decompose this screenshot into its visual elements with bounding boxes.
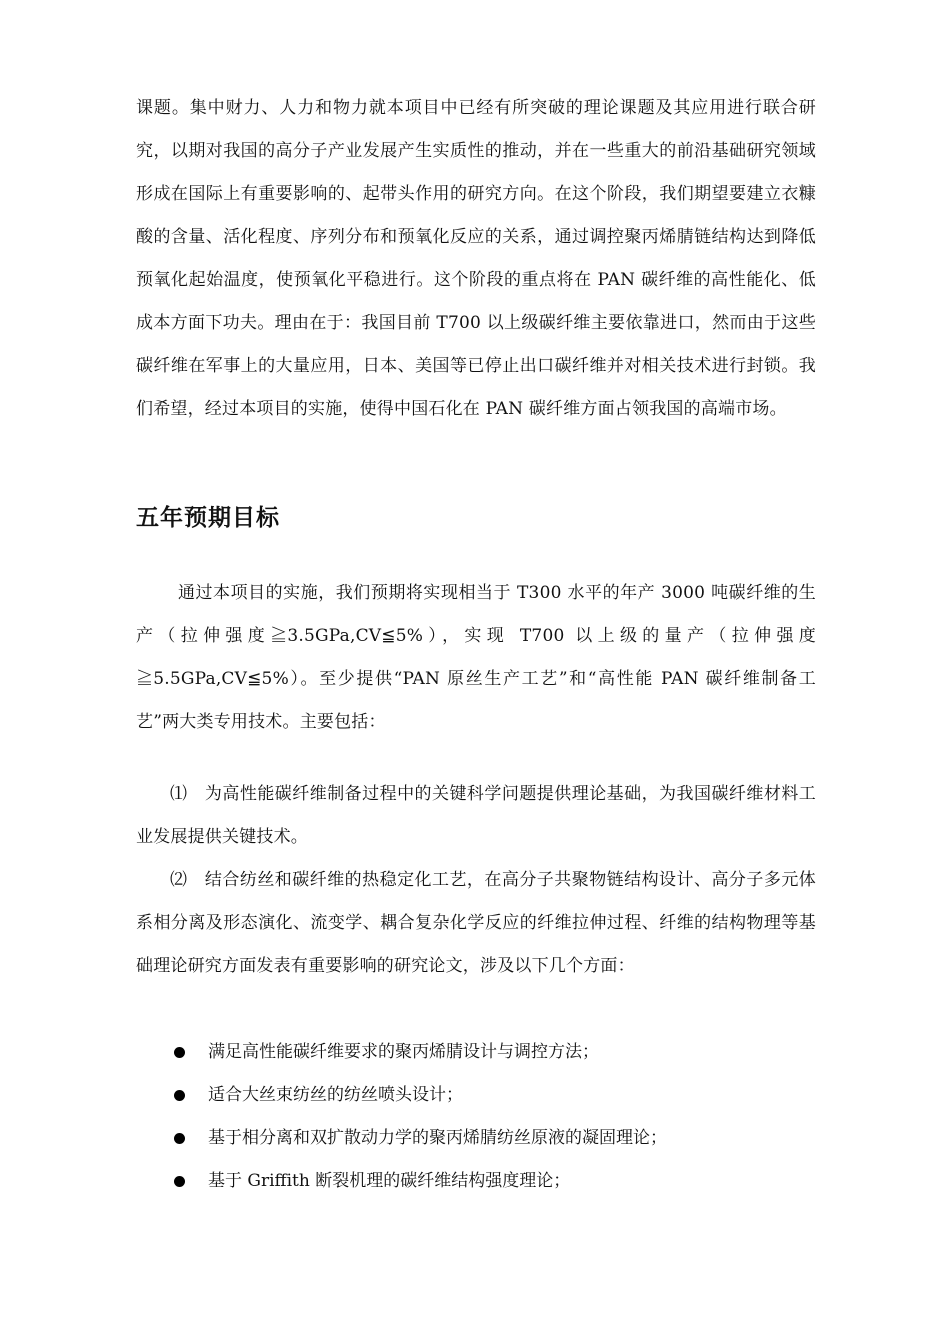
section-heading: 五年预期目标 — [136, 505, 280, 531]
bullet-item — [172, 1117, 812, 1160]
body-paragraph-continuation: 课题。集中财力、人力和物力就本项目中已经有所突破的理论课题及其应用进行联合研究，以期对我国的高分子产业发展产生实质性的推动，并在一些重大的前沿基础研究领域形成在国际上有重要影响的、起带头作用的研究方向。在这个阶段，我们期望要建立衣糠酸的含量、活化程度、序列分布和预氧化反应的关系，通过调控聚丙烯腈链结构达到降低预氧化起始温度，使预氧化平稳进行。这个阶段的重点将在 PAN 碳纤维的高性能化、低成本方面下功夫。理由在于：我国目前 T700 以上级碳纤维主要依靠进口，然而由于这些碳纤维在军事上的大量应用，日本、美国等已停止出口碳纤维并对相关技术进行封锁。我们希望，经过本项目的实施，使得中国石化在 PAN 碳纤维方面占领我国的高端市场。 — [136, 98, 816, 419]
bullet-dot-icon — [174, 1133, 185, 1144]
numbered-item-1: ⑴ 为高性能碳纤维制备过程中的关键科学问题提供理论基础，为我国碳纤维材料工业发展提供关键技术。 — [136, 784, 816, 847]
bullet-item — [172, 1160, 812, 1203]
bullet-item — [172, 1074, 812, 1117]
bullet-dot-icon — [174, 1090, 185, 1101]
bullet-text: 基于 Griffith 断裂机理的碳纤维结构强度理论； — [208, 1171, 571, 1191]
bullet-list — [172, 1031, 812, 1203]
bullet-text: 基于相分离和双扩散动力学的聚丙烯腈纺丝原液的凝固理论； — [208, 1128, 667, 1148]
bullet-text: 满足高性能碳纤维要求的聚丙烯腈设计与调控方法； — [208, 1042, 599, 1062]
numbered-item-2: ⑵ 结合纺丝和碳纤维的热稳定化工艺，在高分子共聚物链结构设计、高分子多元体系相分离及形态演化、流变学、耦合复杂化学反应的纤维拉伸过程、纤维的结构物理等基础理论研究方面发表有重要影响的研究论文，涉及以下几个方面： — [136, 870, 816, 976]
bullet-dot-icon — [174, 1176, 185, 1187]
bullet-text: 适合大丝束纺丝的纺丝喷头设计； — [208, 1085, 463, 1105]
bullet-item — [172, 1031, 812, 1074]
body-paragraph-goals: 通过本项目的实施，我们预期将实现相当于 T300 水平的年产 3000 吨碳纤维的生产（拉伸强度≧3.5GPa,CV≦5%），实现 T700 以上级的量产（拉伸强度≧5.5GPa,CV≦5%）。至少提供“PAN 原丝生产工艺”和“高性能 PAN 碳纤维制备工艺”两大类专用技术。主要包括： — [136, 583, 816, 732]
bullet-dot-icon — [174, 1047, 185, 1058]
